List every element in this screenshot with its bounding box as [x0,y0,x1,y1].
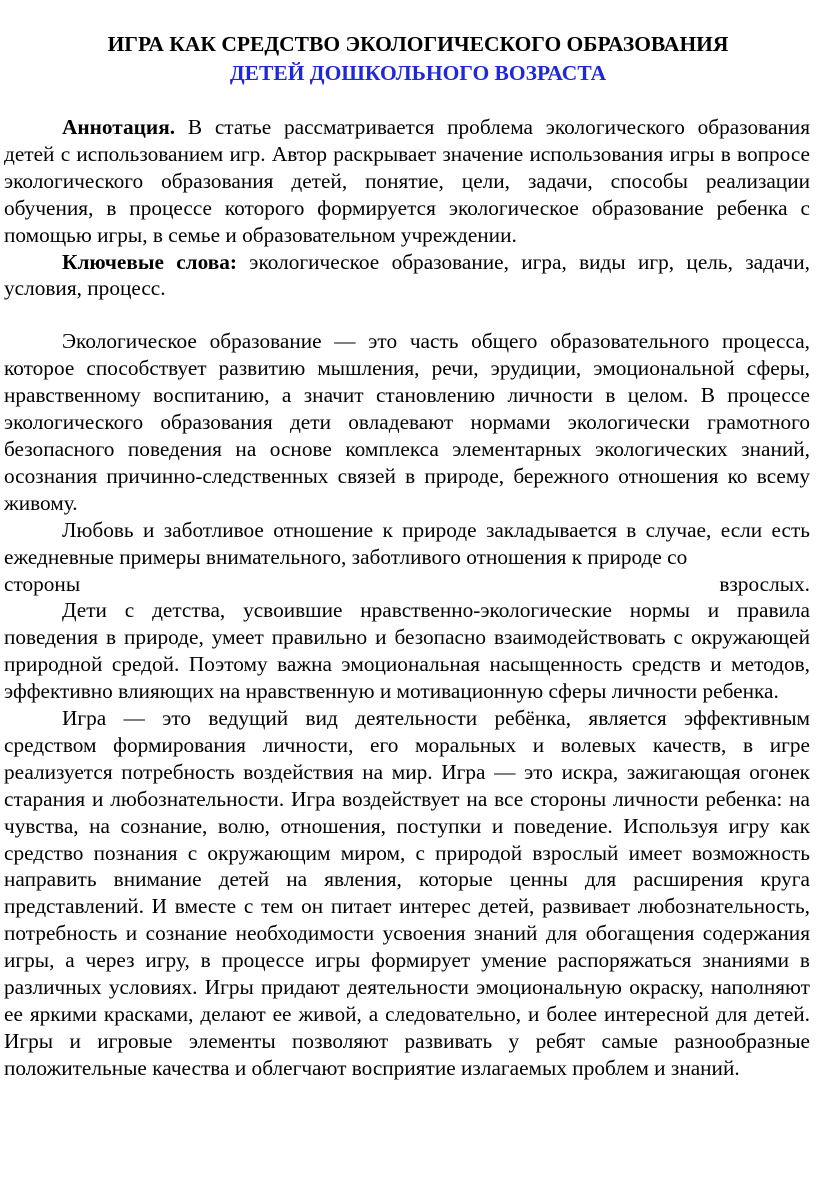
body-paragraph-4: Игра — это ведущий вид деятельности ребёнка, является эффективным средством формирования личности, его моральных и волевых качеств, в игре реализуется потребность воздействия на мир. Игра — это искра, зажигающая огонек старания и любознательности. Игра воздействует на все стороны личности ребенка: на чувства, на сознание, волю, отношения, поступки и поведение. Используя игру как средство познания с окружающим миром, с природой взрослый имеет возможность направить внимание детей на явления, которые ценны для расширения круга представлений. И вместе с тем он питает интерес детей, развивает любознательность, потребность и сознание необходимости усвоения знаний для обогащения содержания игры, а через игру, в процессе игры формирует умение распоряжаться знаниями в различных условиях. Игры придают деятельности эмоциональную окраску, наполняют ее яркими красками, делают ее живой, а следовательно, и более интересной для детей. Игры и игровые элементы позволяют развивать у ребят самые разнообразные положительные качества и облегчают восприятие излагаемых проблем и знаний. [4,706,810,1080]
body-paragraph-3: Дети с детства, усвоившие нравственно-экологические нормы и правила поведения в природе, умеет правильно и безопасно взаимодействовать с окружающей природной средой. Поэтому важна эмоциональная насыщенность средств и методов, эффективно влияющих на нравственную и мотивационную сферы личности ребенка. [4,598,810,704]
annotation-paragraph [4,114,810,249]
spacer [4,302,810,328]
keywords-text: экологическое образование, игра, виды игр, цель, задачи, условия, процесс. [4,249,810,301]
body-paragraph-1: Экологическое образование — это часть общего образовательного процесса, которое способствует развитию мышления, речи, эрудиции, эмоциональной сферы, нравственному воспитанию, а значит становлению личности в целом. В процессе экологического образования дети овладевают нормами экологически грамотного безопасного поведения на основе комплекса элементарных экологических знаний, осознания причинно-следственных связей в природе, бережного отношения ко всему живому. [4,329,810,515]
spacer [4,88,810,114]
keywords-label: Ключевые слова: [62,249,237,274]
article-title [4,30,810,88]
body-paragraph-2: Любовь и заботливое отношение к природе закладывается в случае, если есть ежедневные примеры внимательного, заботливого отношения к природе со [4,517,810,569]
title-line-1: ИГРА КАК СРЕДСТВО ЭКОЛОГИЧЕСКОГО ОБРАЗОВАНИЯ [107,32,729,56]
body-paragraph-2-end-right: взрослых. [719,571,810,596]
body-paragraph-2-end [4,571,810,598]
annotation-label: Аннотация. [62,115,176,139]
annotation-text: В статье рассматривается проблема экологического образования детей с использованием игр. Автор раскрывает значение использования игры в вопросе экологического образования детей, понятие, цели, задачи, способы реализации обучения, в процессе которого формируется экологическое образование ребенка с помощью игры, в семье и образовательном учреждении. [4,115,810,247]
keywords-paragraph [4,249,810,303]
title-line-2: ДЕТЕЙ ДОШКОЛЬНОГО ВОЗРАСТА [229,61,607,85]
body-paragraph-2-end-left: стороны [4,571,81,596]
